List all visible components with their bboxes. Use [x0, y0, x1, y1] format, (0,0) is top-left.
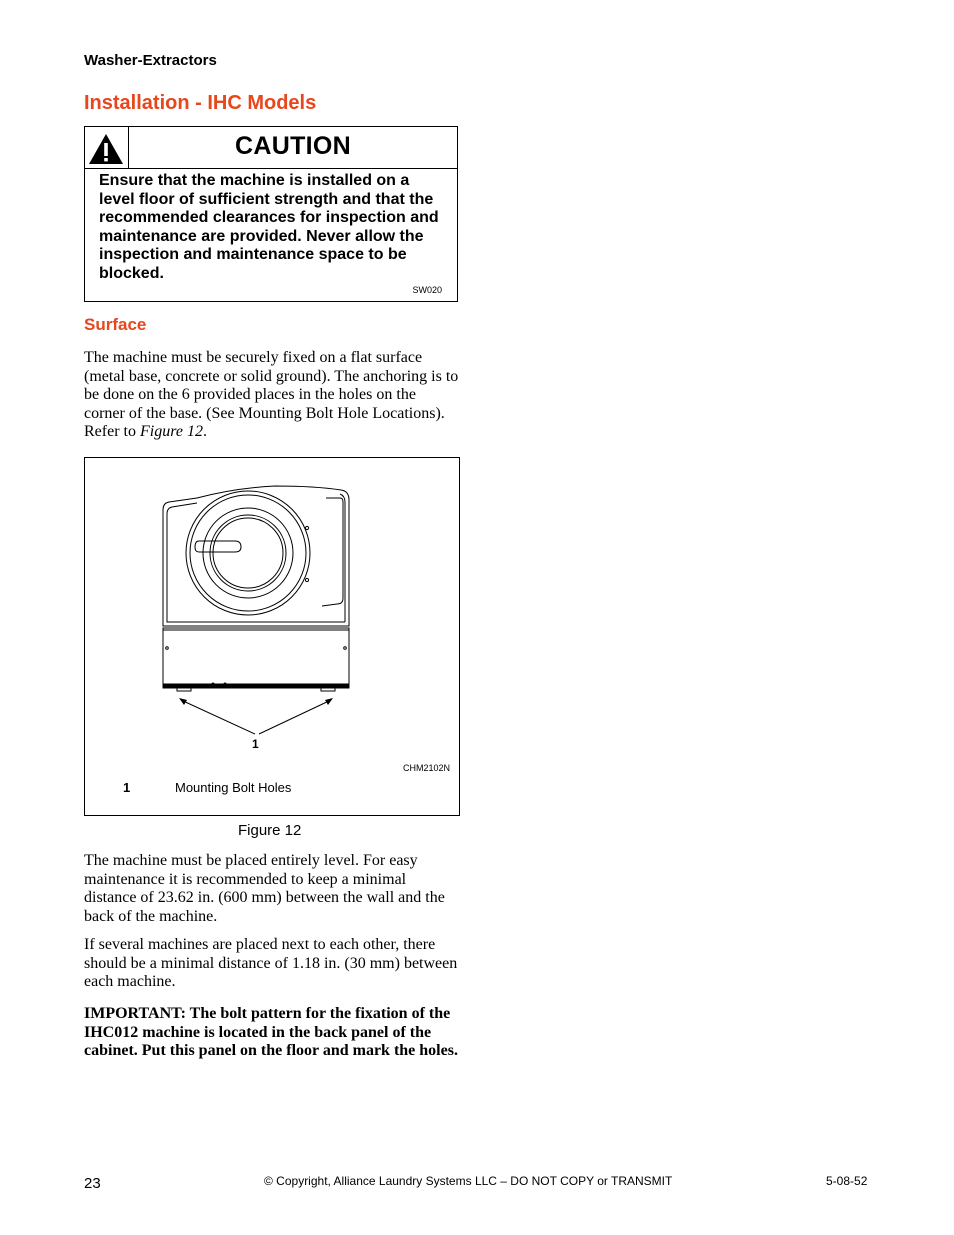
document-code: 5-08-52: [826, 1174, 868, 1188]
caution-icon-cell: [85, 127, 129, 169]
legend-label: Mounting Bolt Holes: [175, 780, 292, 795]
subsection-title: Surface: [84, 315, 147, 334]
machine-illustration: [85, 458, 459, 815]
figure-reference: Figure 12: [139, 423, 203, 441]
caution-title: CAUTION: [235, 132, 351, 160]
section-title: Installation - IHC Models: [84, 92, 317, 114]
legend-number: 1: [123, 780, 131, 795]
level-paragraph: The machine must be placed entirely level. For easy maintenance it is recommended to keep a minimal distance of 23.62 in. (600 mm) between the wall and the back of the machine.: [84, 852, 445, 925]
caution-code: SW020: [412, 285, 442, 295]
surface-paragraph: [84, 349, 460, 442]
spacing-paragraph: If several machines are placed next to each other, there should be a minimal distance of 1.18 in. (30 mm) between each machine.: [84, 936, 458, 991]
copyright-notice: © Copyright, Alliance Laundry Systems LLC – DO NOT COPY or TRANSMIT: [264, 1174, 673, 1188]
caution-text: Ensure that the machine is installed on a level floor of sufficient strength and that the recommended clearances for inspection and maintenance are provided. Never allow the inspection and maintenance space to be blocked.: [99, 172, 439, 282]
callout-number: 1: [252, 737, 259, 751]
page-number: 23: [84, 1175, 101, 1192]
running-header: Washer-Extractors: [84, 52, 217, 69]
warning-triangle-icon: [88, 133, 124, 165]
figure-caption: Figure 12: [238, 822, 302, 839]
important-note: IMPORTANT: The bolt pattern for the fixation of the IHC012 machine is located in the back panel of the cabinet. Put this panel on the floor and mark the holes.: [84, 1005, 458, 1060]
figure-box: [84, 457, 460, 816]
figure-code: CHM2102N: [403, 763, 451, 773]
paragraph-text: The machine must be securely fixed on a flat surface (metal base, concrete or solid ground). The anchoring is to be done on the 6 provided places in the holes on the corner of the base. (See Mounting Bolt Hole Locations). Refer to: [84, 349, 459, 441]
caution-title-cell: [129, 127, 457, 169]
paragraph-end: .: [202, 423, 207, 441]
caution-box: [84, 126, 458, 302]
